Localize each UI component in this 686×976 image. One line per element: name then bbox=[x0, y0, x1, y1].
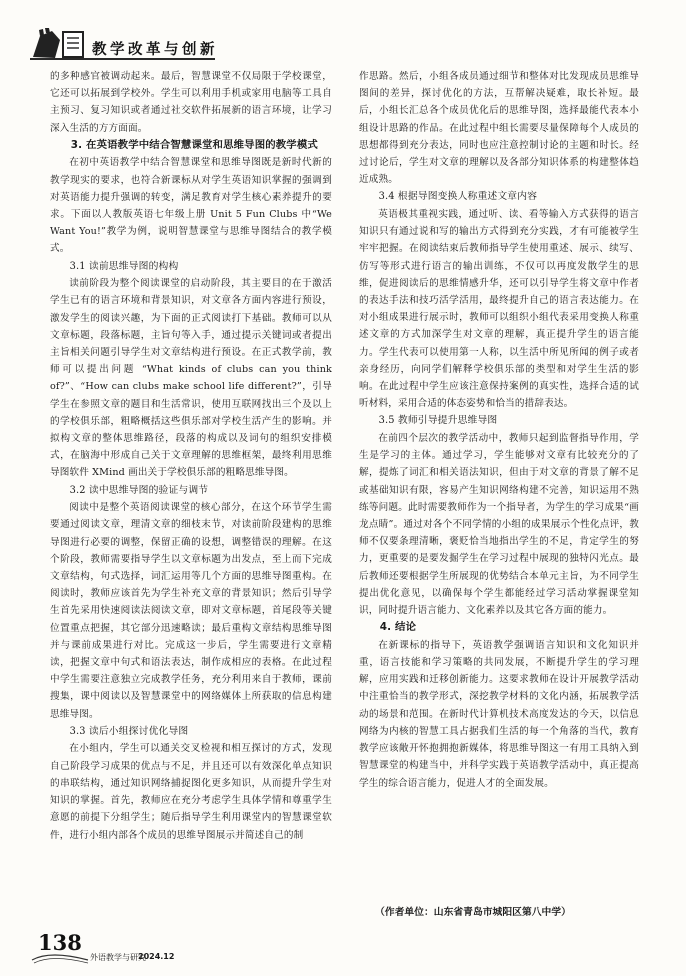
right-column bbox=[359, 68, 639, 792]
left-column bbox=[50, 68, 332, 844]
subsection-heading-3-1: 3.1 读前思维导图的构构 bbox=[69, 260, 179, 272]
paragraph: 在前四个层次的教学活动中，教师只起到监督指导作用，学生是学习的主体。通过学习，学生能够对文章有比较充分的了解，提炼了词汇和相关语法知识，但由于对文章的背景了解不足或基础知识有限，容易产生知识网络构建不完善，知识运用不熟练等问题。此时需要教师作为一个指导者，为学生的学习成果“画龙点睛”。通过对各个不同学情的小组的成果展示个性化点评，教师不仅要条理清晰，褒贬恰当地指出学生的不足，肯定学生的努力，更重要的是要发掘学生在学习过程中展现的独特闪光点。最后教师还要根据学生所展现的优势结合本单元主旨，为不同学生提出优化意见，以确保每个学生都能经过学习活动掌握课堂知识，同时提升语言能力、文化素养以及其它各方面的能力。 bbox=[359, 433, 639, 617]
paragraph: 在新课标的指导下，英语教学强调语言知识和文化知识并重，语言技能和学习策略的共同发展，不断提升学生的学习理解，应用实践和迁移创新能力。这要求教师在设计开展教学活动中注重恰当的教学形式，深挖教学材料的文化内涵，拓展教学活动的场景和范围。在新时代计算机技术高度发达的今天，以信息网络为内核的智慧工具占据我们生活的每一个角落的当代，教育教学应该敞开怀抱拥抱新媒体，将思维导图这一有用工具纳入到智慧课堂的构建当中，并科学实践于英语教学活动中，真正提高学生的综合语言能力，促进人才的全面发展。 bbox=[359, 639, 639, 789]
page-number: 138 bbox=[38, 930, 82, 955]
paragraph: 英语极其重视实践，通过听、读、看等输入方式获得的语言知识只有通过说和写的输出方式得到充分实践，才有可能被学生牢牢把握。在阅读结束后教师指导学生使用重述、展示、续写、仿写等形式进行语言的输出训练，不仅可以再度发散学生的思维，促进阅读后的思维情感升华，还可以引导学生将文章中作者的表达手法和技巧活学活用，最终提升自己的语言表达能力。在对小组成果进行展示时，教师可以组织小组代表采用变换人称重述文章的方式加深学生对文章的理解，真正提升学生的语言能力。学生代表可以使用第一人称，以生活中所见所闻的例子或者亲身经历，向同学们解释学校俱乐部的类型和对学生生活的影响。在此过程中学生应该注意保持案例的真实性，选择合适的试听材料，采用合适的体态姿势和恰当的措辞表达。 bbox=[359, 209, 639, 410]
paragraph: 的多种感官被调动起来。最后，智慧课堂不仅局限于学校课堂，它还可以拓展到学校外。学生可以利用手机或家用电脑等工具自主预习、复习知识或者通过社交软件拓展新的语言环境，让学习深入生活的方方面面。 bbox=[50, 71, 332, 134]
paragraph: 在小组内，学生可以通关交叉检视和相互探讨的方式，发现自己阶段学习成果的优点与不足，并且还可以有效深化单点知识的串联结构，通过知识网络捕捉图化更多知识，从而提升学生对知识的掌握。首先，教师应在充分考虑学生具体学情和尊重学生意愿的前提下分组学生；随后指导学生利用课堂内的智慧课堂软件，进行小组内部各个成员的思维导图展示并简述自己的制 bbox=[50, 743, 332, 841]
paragraph: 阅读中是整个英语阅读课堂的核心部分，在这个环节学生需要通过阅读文章，理清文章的细枝末节，对读前阶段建构的思维导图进行必要的调整，保留正确的设想，调整错误的理解。在这个阶段，教师需要指导学生以文章标题为出发点，至上而下完成文章结构，句式选择，词汇运用等几个方面的思维导图重构。在阅读时，教师应该首先为学生补充文章的背景知识；然后引导学生首先采用快速阅读法阅读文章，即对文章标题，首尾段等关键位置重点把握，其它部分迅速略读；最后重构文章结构思维导图并与课前成果进行对比。完成这一步后，学生需要进行文章精读，把握文章中句式和语法表达，制作成相应的表格。在此过程中学生需要注意独立完成教学任务，充分利用来自于教师，课前搜集，课中阅读以及智慧课堂中的网络媒体上所获取的信息构建思维导图。 bbox=[50, 502, 332, 720]
issue-date: 2024.12 bbox=[138, 952, 175, 961]
paragraph: 在初中英语教学中结合智慧课堂和思维导图既是新时代新的教学现实的要求，也符合新课标从对学生英语知识掌握的强调到对英语能力提升强调的转变，满足教育对学生核心素养提升的要求。下面以人教版英语七年级上册 Unit 5 Fun Clubs 中“We Want You!”教学为例，说明智慧课堂与思维导图结合的教学模式。 bbox=[50, 157, 332, 255]
subsection-heading-3-3: 3.3 读后小组探讨优化导图 bbox=[69, 725, 189, 737]
section-heading-3: 3. 在英语教学中结合智慧课堂和思维导图的教学模式 bbox=[70, 138, 318, 151]
hand-book-icon bbox=[30, 28, 88, 60]
author-affiliation: （作者单位：山东省青岛市城阳区第八中学） bbox=[375, 907, 571, 918]
journal-name: 外语教学与研究 bbox=[90, 953, 146, 962]
subsection-heading-3-4: 3.4 根据导图变换人称重述文章内容 bbox=[378, 191, 538, 203]
page-footer bbox=[30, 930, 190, 966]
paragraph: 作思路。然后，小组各成员通过细节和整体对比发现成员思维导图间的差异，探讨优化的方法，互帮解决疑难，取长补短。最后，小组长汇总各个成员优化后的思维导图，选择最能代表本小组设计思路的作品。在此过程中组长需要尽量保障每个人成员的思想都得到充分表达，同时也应注意控制讨论的主题和时长。经过讨论后，学生对文章的理解以及各部分知识体系的构建整体趋近成熟。 bbox=[359, 71, 639, 186]
paragraph: 读前阶段为整个阅读课堂的启动阶段，其主要目的在于激活学生已有的语言环境和背景知识，对文章各方面内容进行预设，激发学生的阅读兴趣，为下面的正式阅读打下基础。教师可以从文章标题，段落标题，主旨句等入手，通过提示关键词或者提出主旨相关问题引导学生对文章结构进行预设。在正式教学前，教师可以提出问题 “What kinds of clubs can you think of?”、“How can clubs make school life different?”，引导学生在参照文章的题目和生活常识，使用互联网找出三个及以上的学校俱乐部，粗略概括这些俱乐部对学校生活产生的影响。并拟构文章的整体思维路径，段落的构成以及词句的组织安排模式，在脑海中形成自己关于文章理解的思维框架，最终利用思维导图软件 XMind 画出关于学校俱乐部的粗略思维导图。 bbox=[50, 278, 332, 479]
subsection-heading-3-2: 3.2 读中思维导图的验证与调节 bbox=[69, 484, 209, 496]
subsection-heading-3-5: 3.5 教师引导提升思维导图 bbox=[378, 415, 498, 427]
section-heading-4: 4. 结论 bbox=[379, 621, 417, 634]
section-title: 教学改革与创新 bbox=[92, 42, 218, 58]
header-rule bbox=[30, 58, 215, 60]
